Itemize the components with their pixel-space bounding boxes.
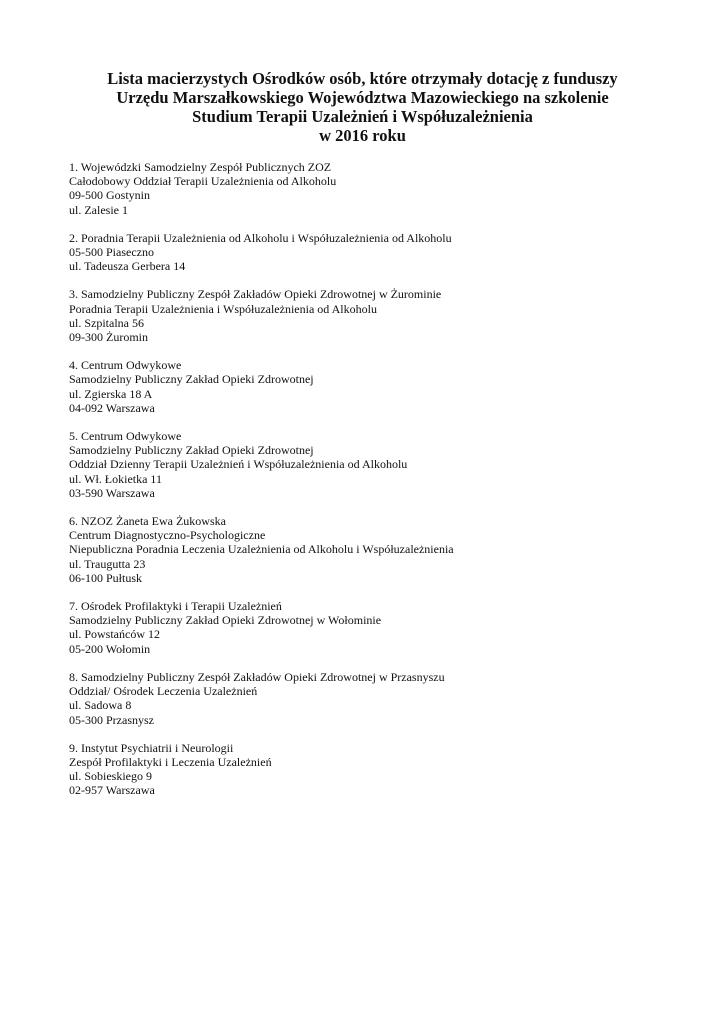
entry-line: Oddział Dzienny Terapii Uzależnień i Współuzależnienia od Alkoholu xyxy=(69,457,408,472)
entry-line: Zespół Profilaktyki i Leczenia Uzależnień xyxy=(69,754,272,769)
document-title xyxy=(40,69,685,145)
entry-line: 09-500 Gostynin xyxy=(69,188,150,203)
entry-line: 2. Poradnia Terapii Uzależnienia od Alkoholu i Współuzależnienia od Alkoholu xyxy=(69,230,452,245)
entry-line: 05-200 Wołomin xyxy=(69,641,151,656)
institution-entry xyxy=(69,741,689,798)
entry-line: Poradnia Terapii Uzależnienia i Współuzależnienia od Alkoholu xyxy=(69,301,377,316)
institution-entry xyxy=(69,514,689,585)
entry-line: Samodzielny Publiczny Zakład Opieki Zdrowotnej w Wołominie xyxy=(69,613,382,628)
entry-line: 7. Ośrodek Profilaktyki i Terapii Uzależnień xyxy=(69,599,282,614)
entry-line: Oddział/ Ośrodek Leczenia Uzależnień xyxy=(69,684,258,699)
entry-line: ul. Zalesie 1 xyxy=(69,202,128,217)
entry-line: 02-957 Warszawa xyxy=(69,783,155,798)
entry-line: Centrum Diagnostyczno-Psychologiczne xyxy=(69,528,266,543)
institution-list xyxy=(69,160,689,812)
entry-line: Niepubliczna Poradnia Leczenia Uzależnienia od Alkoholu i Współuzależnienia xyxy=(69,542,454,557)
title-line: Studium Terapii Uzależnień i Współuzależnienia xyxy=(192,107,533,126)
entry-line: 3. Samodzielny Publiczny Zespół Zakładów Opieki Zdrowotnej w Żurominie xyxy=(69,287,442,302)
institution-entry xyxy=(69,160,689,217)
entry-line: 8. Samodzielny Publiczny Zespół Zakładów Opieki Zdrowotnej w Przasnyszu xyxy=(69,669,445,684)
entry-line: ul. Sadowa 8 xyxy=(69,698,132,713)
entry-line: 09-300 Żuromin xyxy=(69,330,148,345)
entry-line: 4. Centrum Odwykowe xyxy=(69,358,182,373)
institution-entry xyxy=(69,287,689,344)
entry-line: Samodzielny Publiczny Zakład Opieki Zdrowotnej xyxy=(69,443,314,458)
title-line: Lista macierzystych Ośrodków osób, które otrzymały dotację z funduszy xyxy=(107,69,618,88)
entry-line: 04-092 Warszawa xyxy=(69,400,155,415)
institution-entry xyxy=(69,670,689,727)
entry-line: ul. Powstańców 12 xyxy=(69,627,160,642)
entry-line: 06-100 Pułtusk xyxy=(69,570,143,585)
entry-line: ul. Szpitalna 56 xyxy=(69,315,144,330)
institution-entry xyxy=(69,358,689,415)
institution-entry xyxy=(69,599,689,656)
institution-entry xyxy=(69,231,689,274)
entry-line: Całodobowy Oddział Terapii Uzależnienia od Alkoholu xyxy=(69,174,337,189)
institution-entry xyxy=(69,429,689,500)
entry-line: ul. Tadeusza Gerbera 14 xyxy=(69,259,186,274)
entry-line: ul. Sobieskiego 9 xyxy=(69,769,152,784)
entry-line: 05-300 Przasnysz xyxy=(69,712,154,727)
entry-line: 9. Instytut Psychiatrii i Neurologii xyxy=(69,740,234,755)
entry-line: 5. Centrum Odwykowe xyxy=(69,429,182,444)
entry-line: 6. NZOZ Żaneta Ewa Żukowska xyxy=(69,514,226,529)
entry-line: Samodzielny Publiczny Zakład Opieki Zdrowotnej xyxy=(69,372,314,387)
entry-line: 03-590 Warszawa xyxy=(69,485,155,500)
title-line: w 2016 roku xyxy=(319,126,406,145)
entry-line: ul. Zgierska 18 A xyxy=(69,386,153,401)
entry-line: ul. Traugutta 23 xyxy=(69,556,146,571)
entry-line: 1. Wojewódzki Samodzielny Zespół Publicznych ZOZ xyxy=(69,160,332,174)
entry-line: 05-500 Piaseczno xyxy=(69,245,154,260)
entry-line: ul. Wł. Łokietka 11 xyxy=(69,471,162,486)
title-line: Urzędu Marszałkowskiego Województwa Mazowieckiego na szkolenie xyxy=(116,88,609,107)
